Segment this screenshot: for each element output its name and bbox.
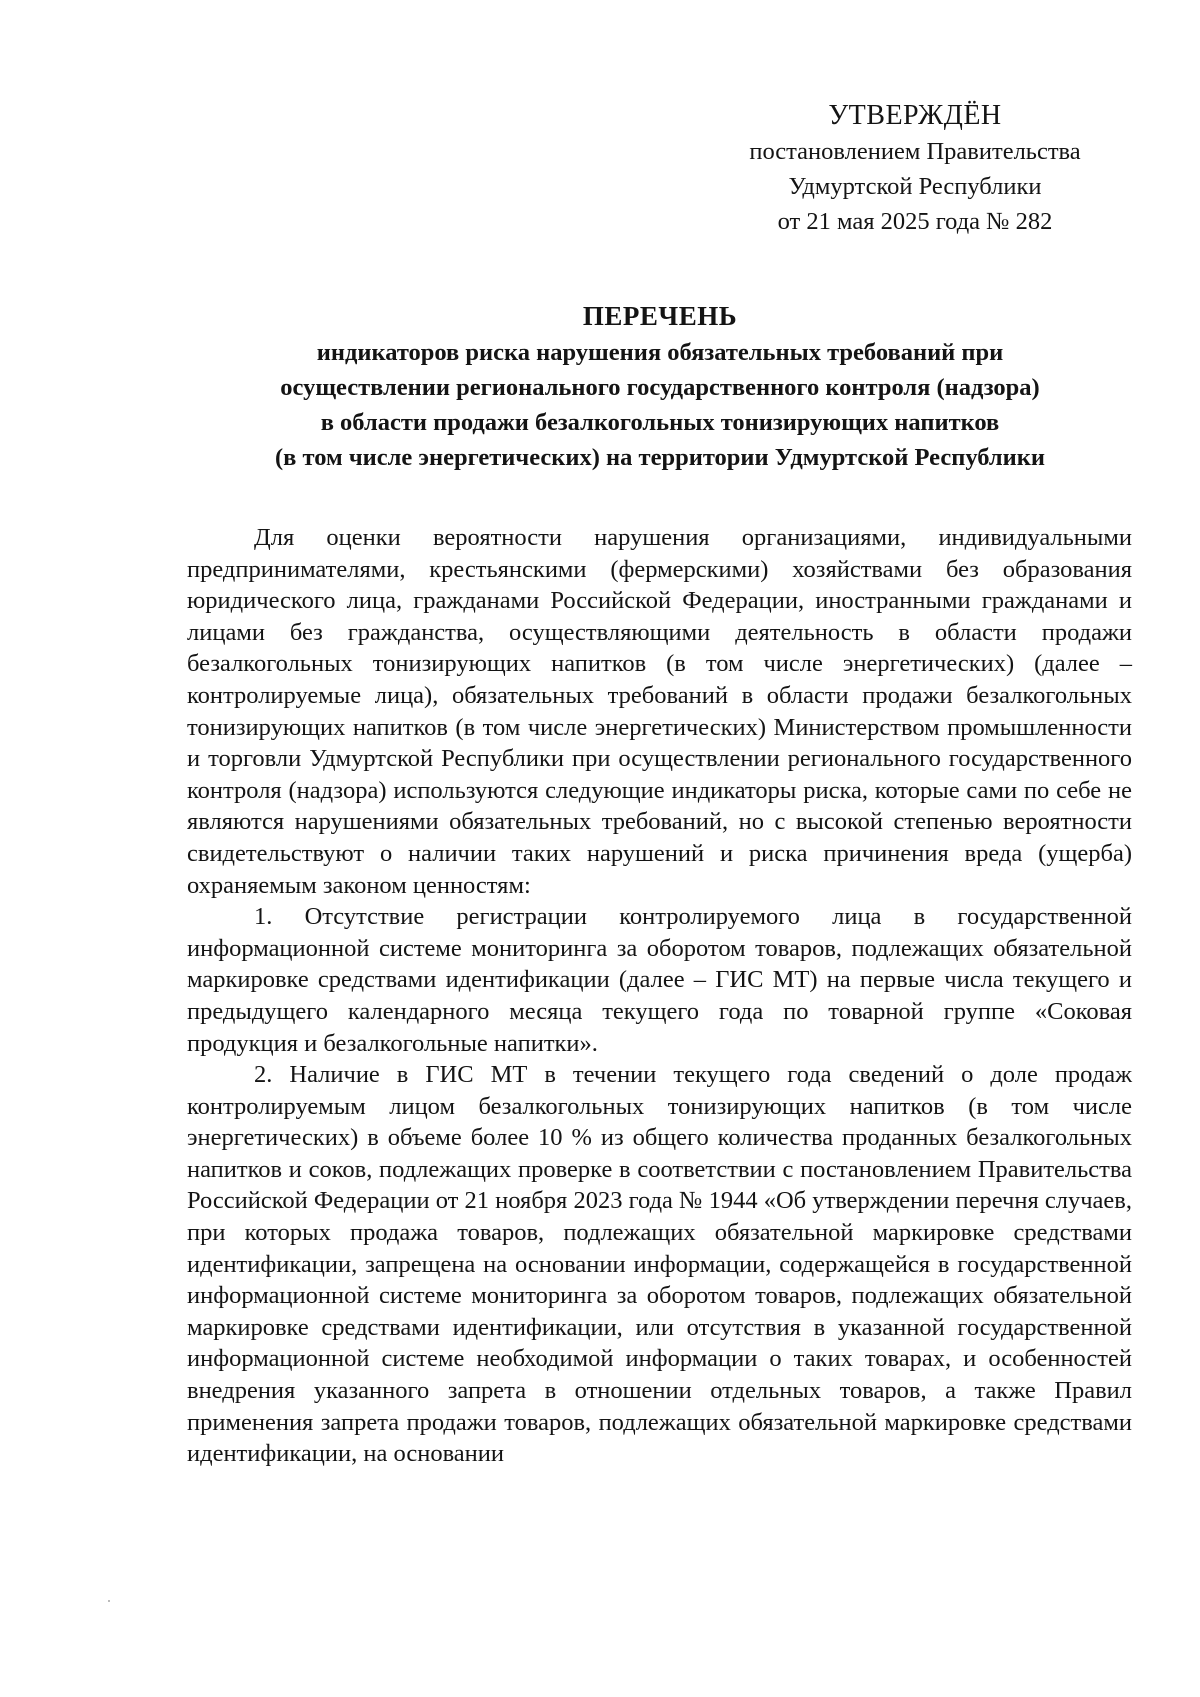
scan-speck [108,1600,110,1602]
document-title [160,297,1160,475]
title-line-1: индикаторов риска нарушения обязательных требований при [316,339,1004,366]
indicator-item-1: 1. Отсутствие регистрации контролируемого лица в государственной информационной системе мониторинга за оборотом товаров, подлежащих обязательной маркировке средствами идентификации (далее – ГИС МТ) на первые числа текущего и предыдущего календарного месяца текущего года по товарной группе «Соковая продукция и безалкогольные напитки». [187,903,1132,1057]
title-line-4: (в том числе энергетических) на территории Удмуртской Республики [275,444,1045,471]
approval-line-1: постановлением Правительства [749,138,1081,165]
indicator-item-2: 2. Наличие в ГИС МТ в течении текущего года сведений о доле продаж контролируемым лицом безалкогольных тонизирующих напитков (в том числе энергетических) в объеме более 10 % из общего количества проданных безалкогольных напитков и соков, подлежащих проверке в соответствии с постановлением Правительства Российской Федерации от 21 ноября 2023 года № 1944 «Об утверждении перечня случаев, при которых продажа товаров, подлежащих обязательной маркировке средствами идентификации, запрещена на основании информации, содержащейся в государственной информационной системе мониторинга за оборотом товаров, подлежащих обязательной маркировке средствами идентификации, или отсутствия в указанной государственной информационной системе необходимой информации о таких товарах, и особенностей внедрения указанного запрета в отношении отдельных товаров, а также Правил применения запрета продажи товаров, подлежащих обязательной маркировке средствами идентификации, на основании [187,1061,1132,1468]
document-body [187,522,1132,1470]
approval-line-2: Удмуртской Республики [788,173,1042,200]
approval-heading: УТВЕРЖДЁН [828,100,1002,131]
approval-stamp [700,98,1130,239]
title-line-2: осуществлении регионального государственного контроля (надзора) [280,374,1040,401]
title-line-3: в области продажи безалкогольных тонизирующих напитков [320,409,1000,436]
intro-paragraph: Для оценки вероятности нарушения организациями, индивидуальными предпринимателями, крестьянскими (фермерскими) хозяйствами без образования юридического лица, гражданами Российской Федерации, иностранными гражданами и лицами без гражданства, осуществляющими деятельность в области продажи безалкогольных тонизирующих напитков (в том числе энергетических) (далее – контролируемые лица), обязательных требований в области продажи безалкогольных тонизирующих напитков (в том числе энергетических) Министерством промышленности и торговли Удмуртской Республики при осуществлении регионального государственного контроля (надзора) используются следующие индикаторы риска, которые сами по себе не являются нарушениями обязательных требований, но с высокой степенью вероятности свидетельствуют о наличии таких нарушений и риска причинения вреда (ущерба) охраняемым законом ценностям: [187,524,1132,899]
title-main: ПЕРЕЧЕНЬ [582,301,738,331]
approval-line-3: от 21 мая 2025 года № 282 [777,208,1053,235]
